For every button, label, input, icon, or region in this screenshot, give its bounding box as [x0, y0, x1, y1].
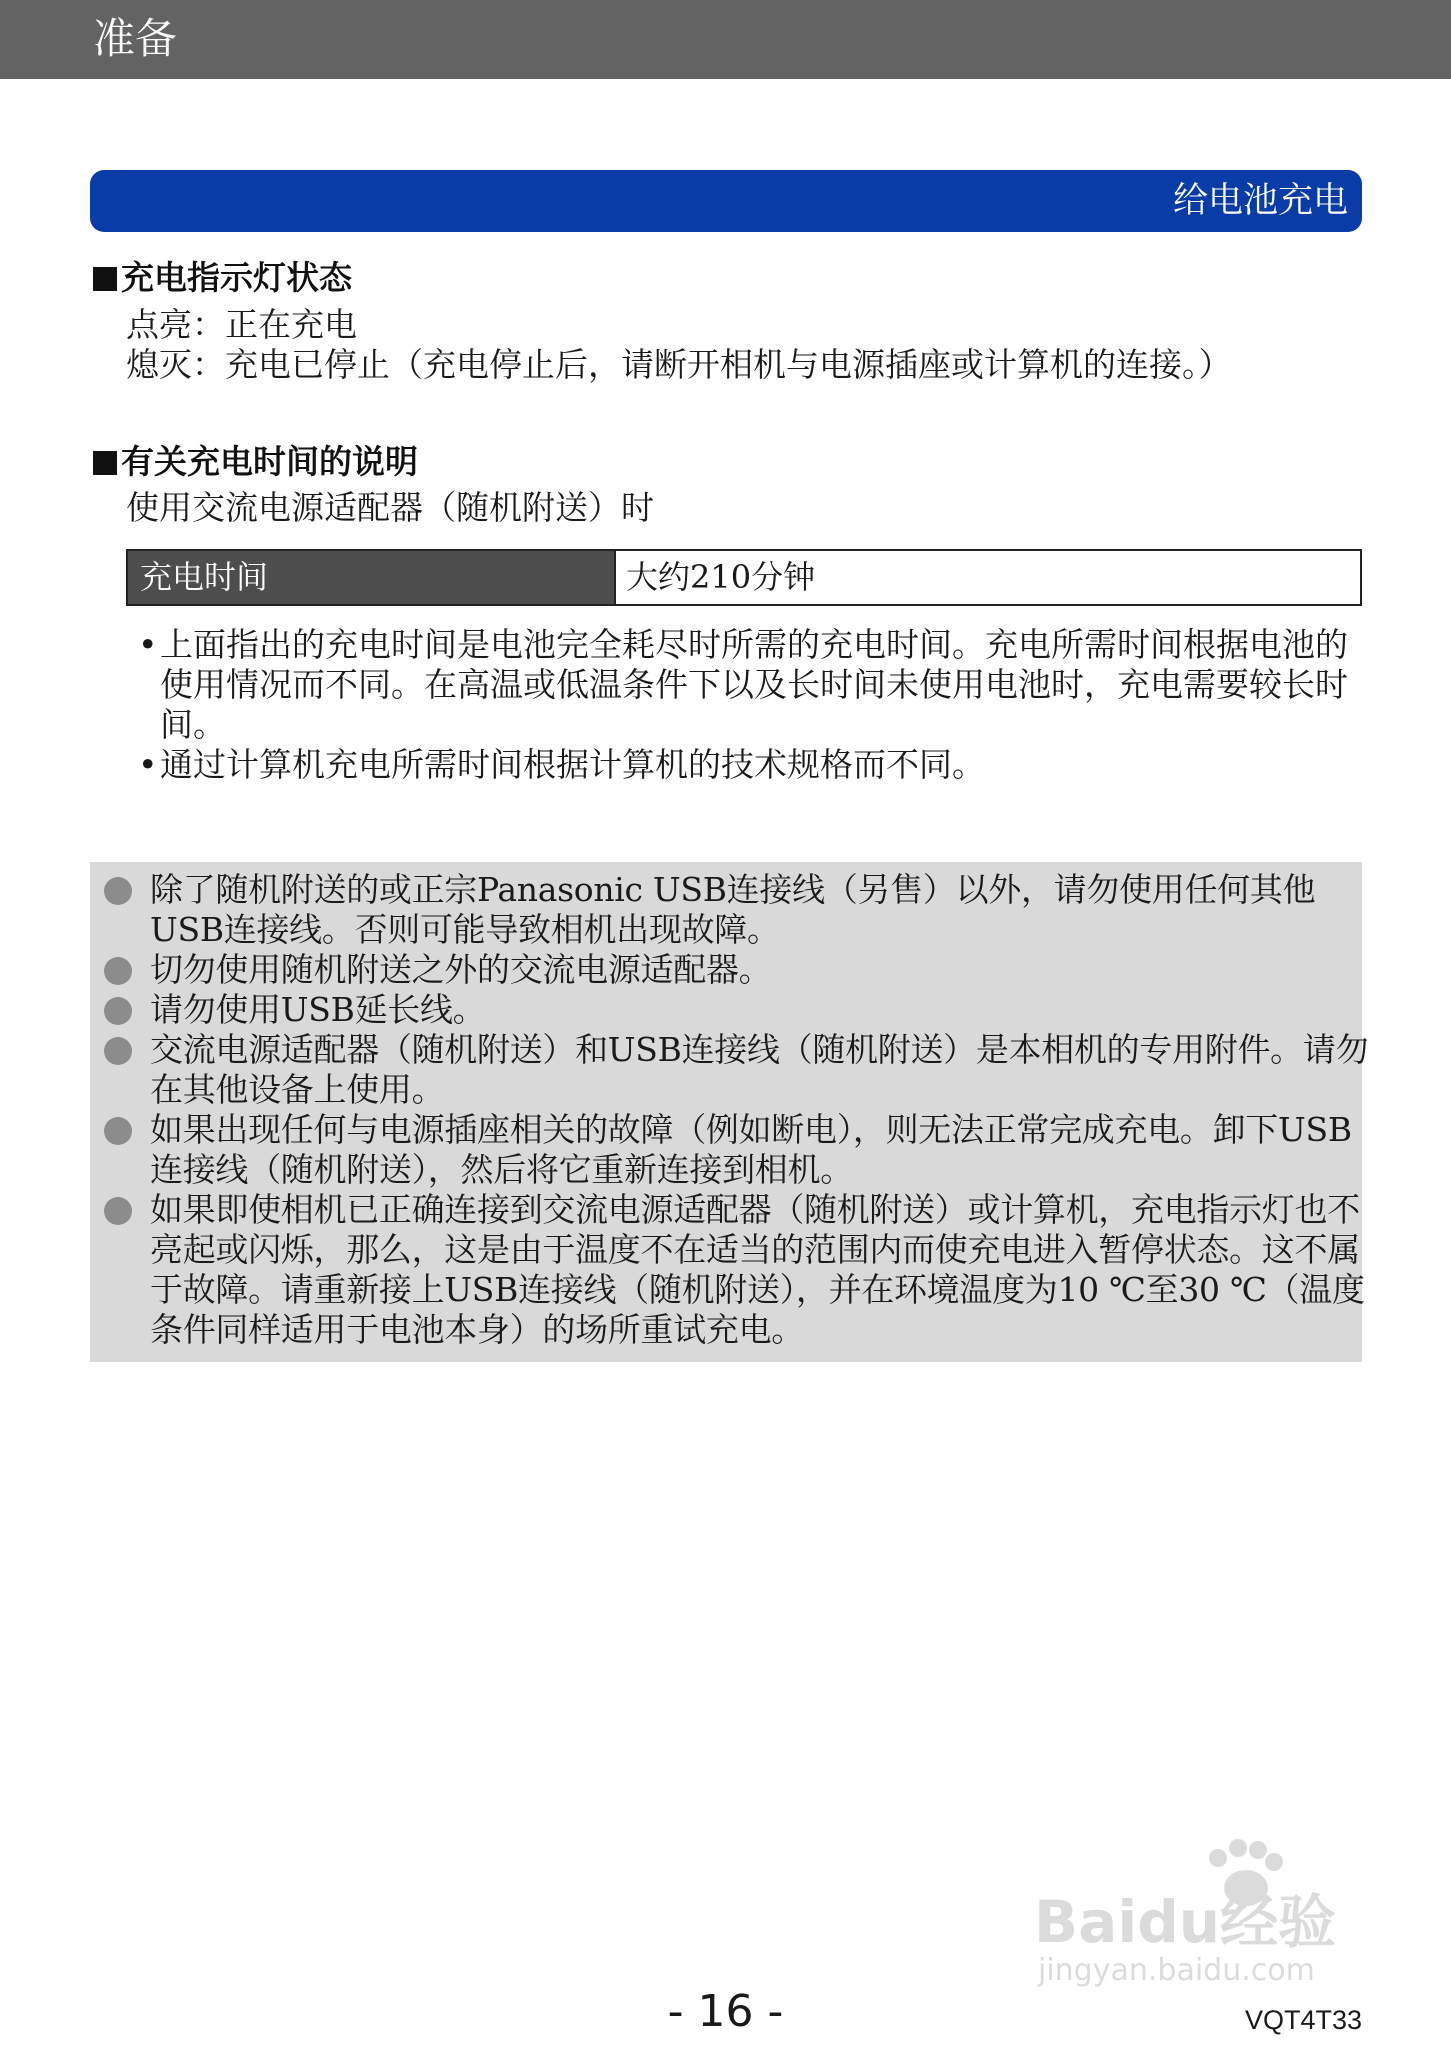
indicator-heading: 充电指示灯状态: [93, 258, 352, 298]
indicator-line-on: 点亮：正在充电: [126, 305, 357, 344]
chapter-title: 准备: [93, 14, 178, 63]
note-item: 交流电源适配器（随机附送）和USB连接线（随机附送）是本相机的专用附件。请勿在其他设备上使用。: [102, 1030, 1372, 1110]
note-item: 如果即使相机已正确连接到交流电源适配器（随机附送）或计算机，充电指示灯也不亮起或闪烁，那么，这是由于温度不在适当的范围内而使充电进入暂停状态。这不属于故障。请重新接上USB连接线（随机附送），并在环境温度为10 ℃至30 ℃（温度条件同样适用于电池本身）的场所重试充电。: [102, 1190, 1372, 1350]
table-label: 充电时间: [128, 551, 614, 604]
charging-time-table: [126, 549, 1362, 606]
page-number: - 16 -: [667, 1986, 784, 2037]
bullet-dot-icon: •: [138, 625, 158, 664]
charging-time-bullets: [138, 625, 1368, 785]
list-item: • 通过计算机充电所需时间根据计算机的技术规格而不同。: [138, 745, 985, 784]
caution-notes: [90, 862, 1369, 1362]
list-item: • 上面指出的充电时间是电池完全耗尽时所需的充电时间。充电所需时间根据电池的使用情况而不同。在高温或低温条件下以及长时间未使用电池时，充电需要较长时间。: [138, 625, 1348, 744]
square-bullet-icon: [93, 267, 117, 291]
circle-bullet-icon: [104, 957, 132, 985]
circle-bullet-icon: [104, 1117, 132, 1145]
circle-bullet-icon: [104, 1037, 132, 1065]
header-bar: [0, 0, 1451, 79]
circle-bullet-icon: [104, 877, 132, 905]
note-item: 如果出现任何与电源插座相关的故障（例如断电），则无法正常完成充电。卸下USB连接线（随机附送），然后将它重新连接到相机。: [102, 1110, 1372, 1190]
indicator-line-off: 熄灭：充电已停止（充电停止后，请断开相机与电源插座或计算机的连接。）: [126, 345, 1232, 384]
note-item: 请勿使用USB延长线。: [102, 990, 1372, 1030]
section-band: [90, 170, 1362, 232]
note-item: 除了随机附送的或正宗Panasonic USB连接线（另售）以外，请勿使用任何其他USB连接线。否则可能导致相机出现故障。: [102, 870, 1372, 950]
section-title: 给电池充电: [1172, 181, 1348, 221]
note-item: 切勿使用随机附送之外的交流电源适配器。: [102, 950, 1372, 990]
circle-bullet-icon: [104, 997, 132, 1025]
circle-bullet-icon: [104, 1197, 132, 1225]
square-bullet-icon: [93, 451, 117, 475]
charging-condition: 使用交流电源适配器（随机附送）时: [126, 488, 654, 527]
watermark-brand: Baidu经验: [1034, 1888, 1337, 1956]
charging-time-heading: 有关充电时间的说明: [93, 442, 418, 482]
baidu-watermark-logo: [1028, 1830, 1388, 1990]
document-code: VQT4T33: [1244, 2005, 1362, 2035]
table-value: 大约210分钟: [614, 551, 1360, 604]
bullet-dot-icon: •: [138, 745, 158, 784]
watermark-url: jingyan.baidu.com: [1038, 1953, 1315, 1988]
